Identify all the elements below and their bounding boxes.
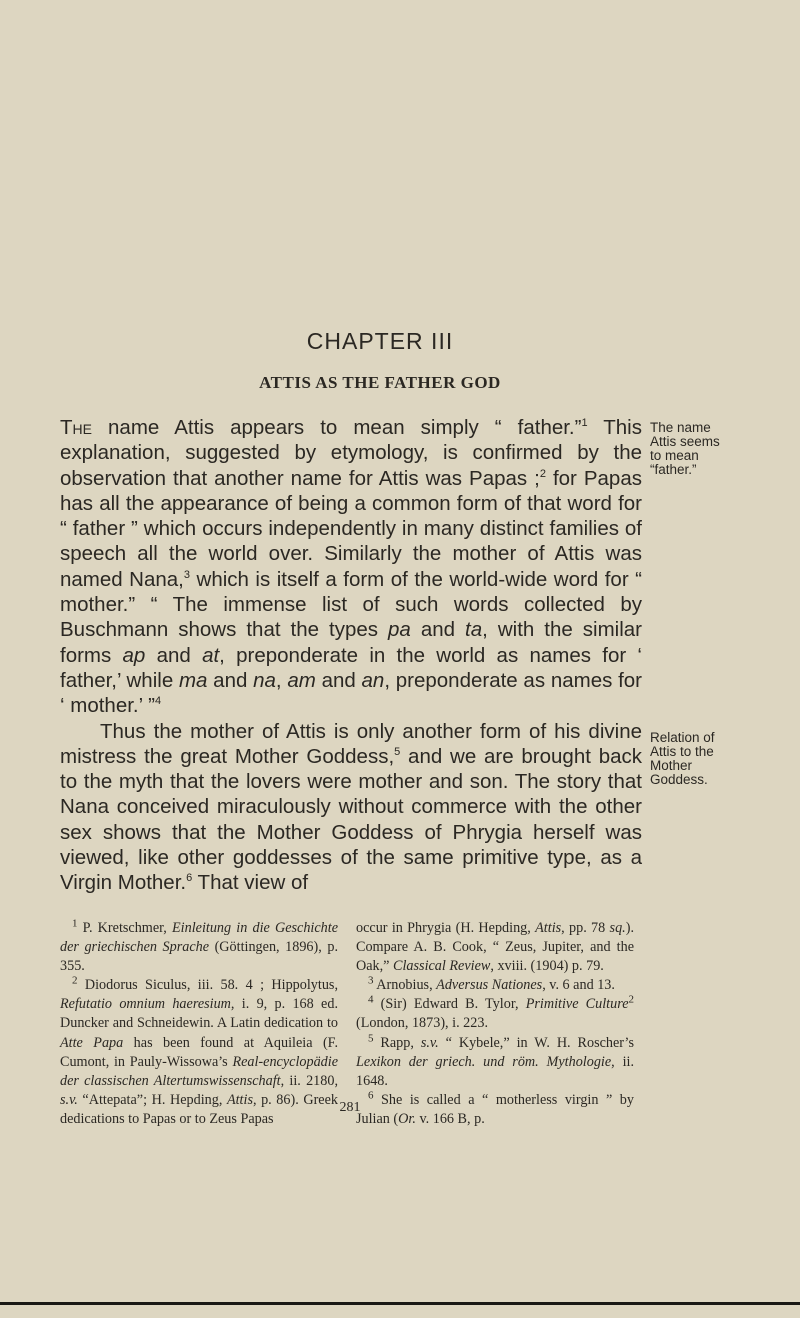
page-number: 281 (339, 1100, 361, 1115)
footnote-ref: 6 (186, 872, 193, 885)
footnote-ref: 1 (581, 417, 588, 430)
paragraph-1: The name Attis appears to mean simply “ father.”$^1$ This explanation, suggested by etymology, is confirmed by the observation that another name for Attis was Papas ;$^2$ for Papas has all the appearance of being a common form of that word for “ father ” which occurs independently in many distinct families of speech all the world over. Similarly the mother of Attis was named Nana,$^3$ which is itself a form of the world-wide word for “ mother.” “ The immense list of such words collected by Buschmann shows that the types pa and ta, with the similar forms ap and at, preponderate in the world as names for ‘ father,’ while ma and na, am and an, preponderate as names for ‘ mother.’ ”$^4$ (60, 416, 642, 718)
footnote-ref: 5 (394, 746, 401, 759)
footnote-6: $^6$ She is called a “ motherless virgin ” by Julian (Or. v. 166 B, p. (356, 1089, 634, 1127)
margin-note-relation: Relation of Attis to the Mother Goddess. (650, 730, 715, 787)
chapter-heading: CHAPTER III (306, 328, 454, 354)
footnote-2-continued: occur in Phrygia (H. Hepding, Attis, pp. 78 sq.). Compare A. B. Cook, “ Zeus, Jupiter, and the Oak,” Classical Review, xviii. (1904) p. 79. (356, 920, 634, 975)
bottom-rule (0, 1302, 800, 1305)
footnotes-right-column (356, 919, 634, 1129)
paragraph-2: Thus the mother of Attis is only another form of his divine mistress the great Mother Goddess,$^5$ and we are brought back to the myth that the lovers were mother and son. The story that Nana conceived miraculously without commerce with the other sex shows that the Mother Goddess of Phrygia herself was viewed, like other goddesses of the same primitive type, as a Virgin Mother.$^6$ That view of (60, 719, 642, 895)
lead-word: The (60, 416, 92, 439)
chapter-title: ATTIS AS THE FATHER GOD (259, 373, 501, 392)
footnote-2: $^2$ Diodorus Siculus, iii. 58. 4 ; Hippolytus, Refutatio omnium haeresium, i. 9, p. 168 ed. Duncker and Schneidewin. A Latin dedication to Atte Papa has been found at Aquileia (F. Cumont, in Pauly-Wissowa’s Real-encyclopädie der classischen Altertumswissenschaft, ii. 2180, s.v. “Attepata”; H. Hepding, Attis, p. 86). Greek dedications to Papas or to Zeus Papas (60, 974, 338, 1127)
footnotes-left-column (60, 919, 338, 1129)
footnote-ref: 2 (539, 467, 546, 480)
footnote-4: $^4$ (Sir) Edward B. Tylor, Primitive Culture$^2$ (London, 1873), i. 223. (356, 993, 635, 1032)
footnote-ref: 4 (154, 695, 162, 708)
margin-note-name: The name Attis seems to mean “father.” (650, 420, 720, 477)
footnote-ref: 3 (183, 568, 191, 581)
footnote-1: $^1$ P. Kretschmer, Einleitung in die Geschichte der griechischen Sprache (Göttingen, 1896), p. 355. (60, 917, 338, 975)
footnote-3: $^3$ Arnobius, Adversus Nationes, v. 6 and 13. (368, 974, 615, 994)
footnotes (60, 919, 634, 1129)
body-text (60, 415, 642, 896)
footnote-5: $^5$ Rapp, s.v. “ Kybele,” in W. H. Roscher’s Lexikon der griech. und röm. Mythologie, ii. 1648. (356, 1031, 635, 1089)
